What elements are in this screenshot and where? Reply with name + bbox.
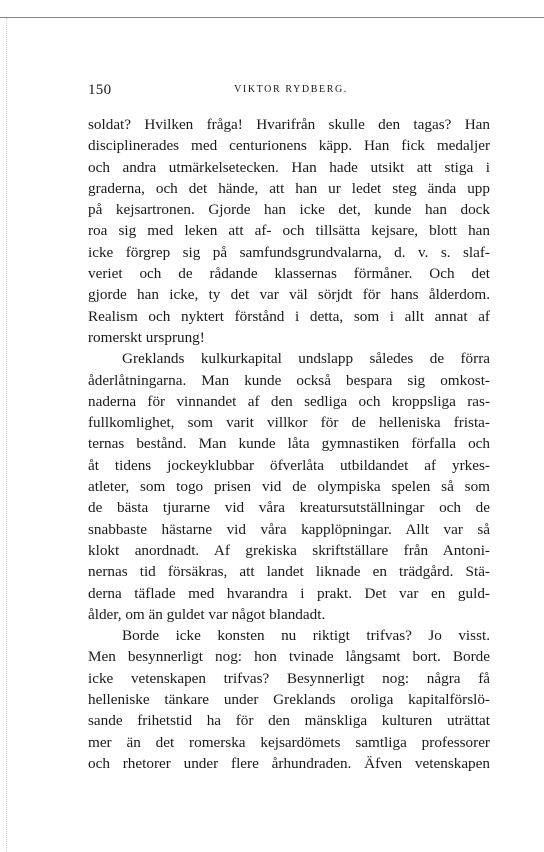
text-line: icke förgrep sig på samfundsgrundvalarna, d. v. s. slaf- bbox=[88, 243, 490, 261]
text-line: och rhetorer under flere århundraden. Äfven vetenskapen bbox=[88, 754, 490, 772]
text-line: gjorde han icke, ty det var väl sörjdt för hans ålderdom. bbox=[88, 286, 490, 304]
text-line: derna täflade med hvarandra i prakt. Det var en guld- bbox=[88, 584, 490, 602]
text-line: åt tidens jockeyklubbar öfverlåta utbildandet af yrkes- bbox=[88, 456, 490, 474]
text-line: graderna, och det hände, att han ur ledet steg ända upp bbox=[88, 179, 490, 197]
text-line: roa sig med leken att af- och tillsätta kejsare, blott han bbox=[88, 222, 490, 240]
running-head: VIKTOR RYDBERG. bbox=[234, 84, 348, 95]
text-line: sande frihetstid ha för den mänskliga kulturen uträttat bbox=[88, 712, 490, 730]
text-line: naderna för vinnandet af den sedliga och kroppsliga ras- bbox=[88, 392, 490, 410]
text-line: fullkomlighet, som varit villkor för de helleniska frista- bbox=[88, 414, 490, 432]
top-edge-rule bbox=[0, 17, 544, 18]
text-line: soldat? Hvilken fråga! Hvarifrån skulle den tagas? Han bbox=[88, 116, 490, 133]
page-margin-edge bbox=[6, 18, 7, 852]
text-line: ternas bestånd. Man kunde låta gymnastiken förfalla och bbox=[88, 435, 490, 453]
text-line: romerskt ursprung! bbox=[88, 328, 205, 346]
body-text bbox=[88, 114, 490, 774]
text-line: veriet och de rådande klassernas förmåner. Och det bbox=[88, 265, 490, 283]
text-line: Greklands kulkurkapital undslapp således de förra bbox=[122, 350, 490, 368]
text-line: mer än det romerska kejsardömets samtliga professorer bbox=[88, 733, 490, 751]
text-line: nernas tid försäkras, att landet liknade en trädgård. Stä- bbox=[88, 563, 490, 581]
text-line: de bästa tjurarne vid våra kreatursutställningar och de bbox=[88, 499, 490, 517]
text-line: Men besynnerligt nog: hon tvinade långsamt bort. Borde bbox=[88, 648, 490, 666]
text-line: helleniske tänkare under Greklands oroliga kapitalförslö- bbox=[88, 691, 490, 709]
page-number: 150 bbox=[88, 82, 112, 98]
text-line: på kejsartronen. Gjorde han icke det, kunde han dock bbox=[88, 201, 490, 219]
text-line: Realism och nyktert förstånd i detta, som i allt annat af bbox=[88, 307, 490, 325]
page-header bbox=[88, 80, 494, 102]
text-line: icke vetenskapen trifvas? Besynnerligt nog: några få bbox=[88, 669, 490, 687]
text-line: åderlåtningarna. Man kunde också bespara sig omkost- bbox=[88, 371, 490, 389]
text-line: Borde icke konsten nu riktigt trifvas? Jo visst. bbox=[122, 627, 490, 645]
text-line: atleter, som togo prisen vid de olympiska spelen så som bbox=[88, 478, 490, 496]
text-line: snabbaste hästarne vid våra kapplöpningar. Allt var så bbox=[88, 520, 490, 538]
text-line: ålder, om än guldet var något blandadt. bbox=[88, 605, 326, 623]
text-line: disciplinerades med centurionens käpp. Han fick medaljer bbox=[88, 137, 490, 155]
text-line: och andra utmärkelsetecken. Han hade utsikt att stiga i bbox=[88, 158, 490, 176]
text-line: klokt anordnadt. Af grekiska skriftställare från Antoni- bbox=[88, 541, 490, 559]
